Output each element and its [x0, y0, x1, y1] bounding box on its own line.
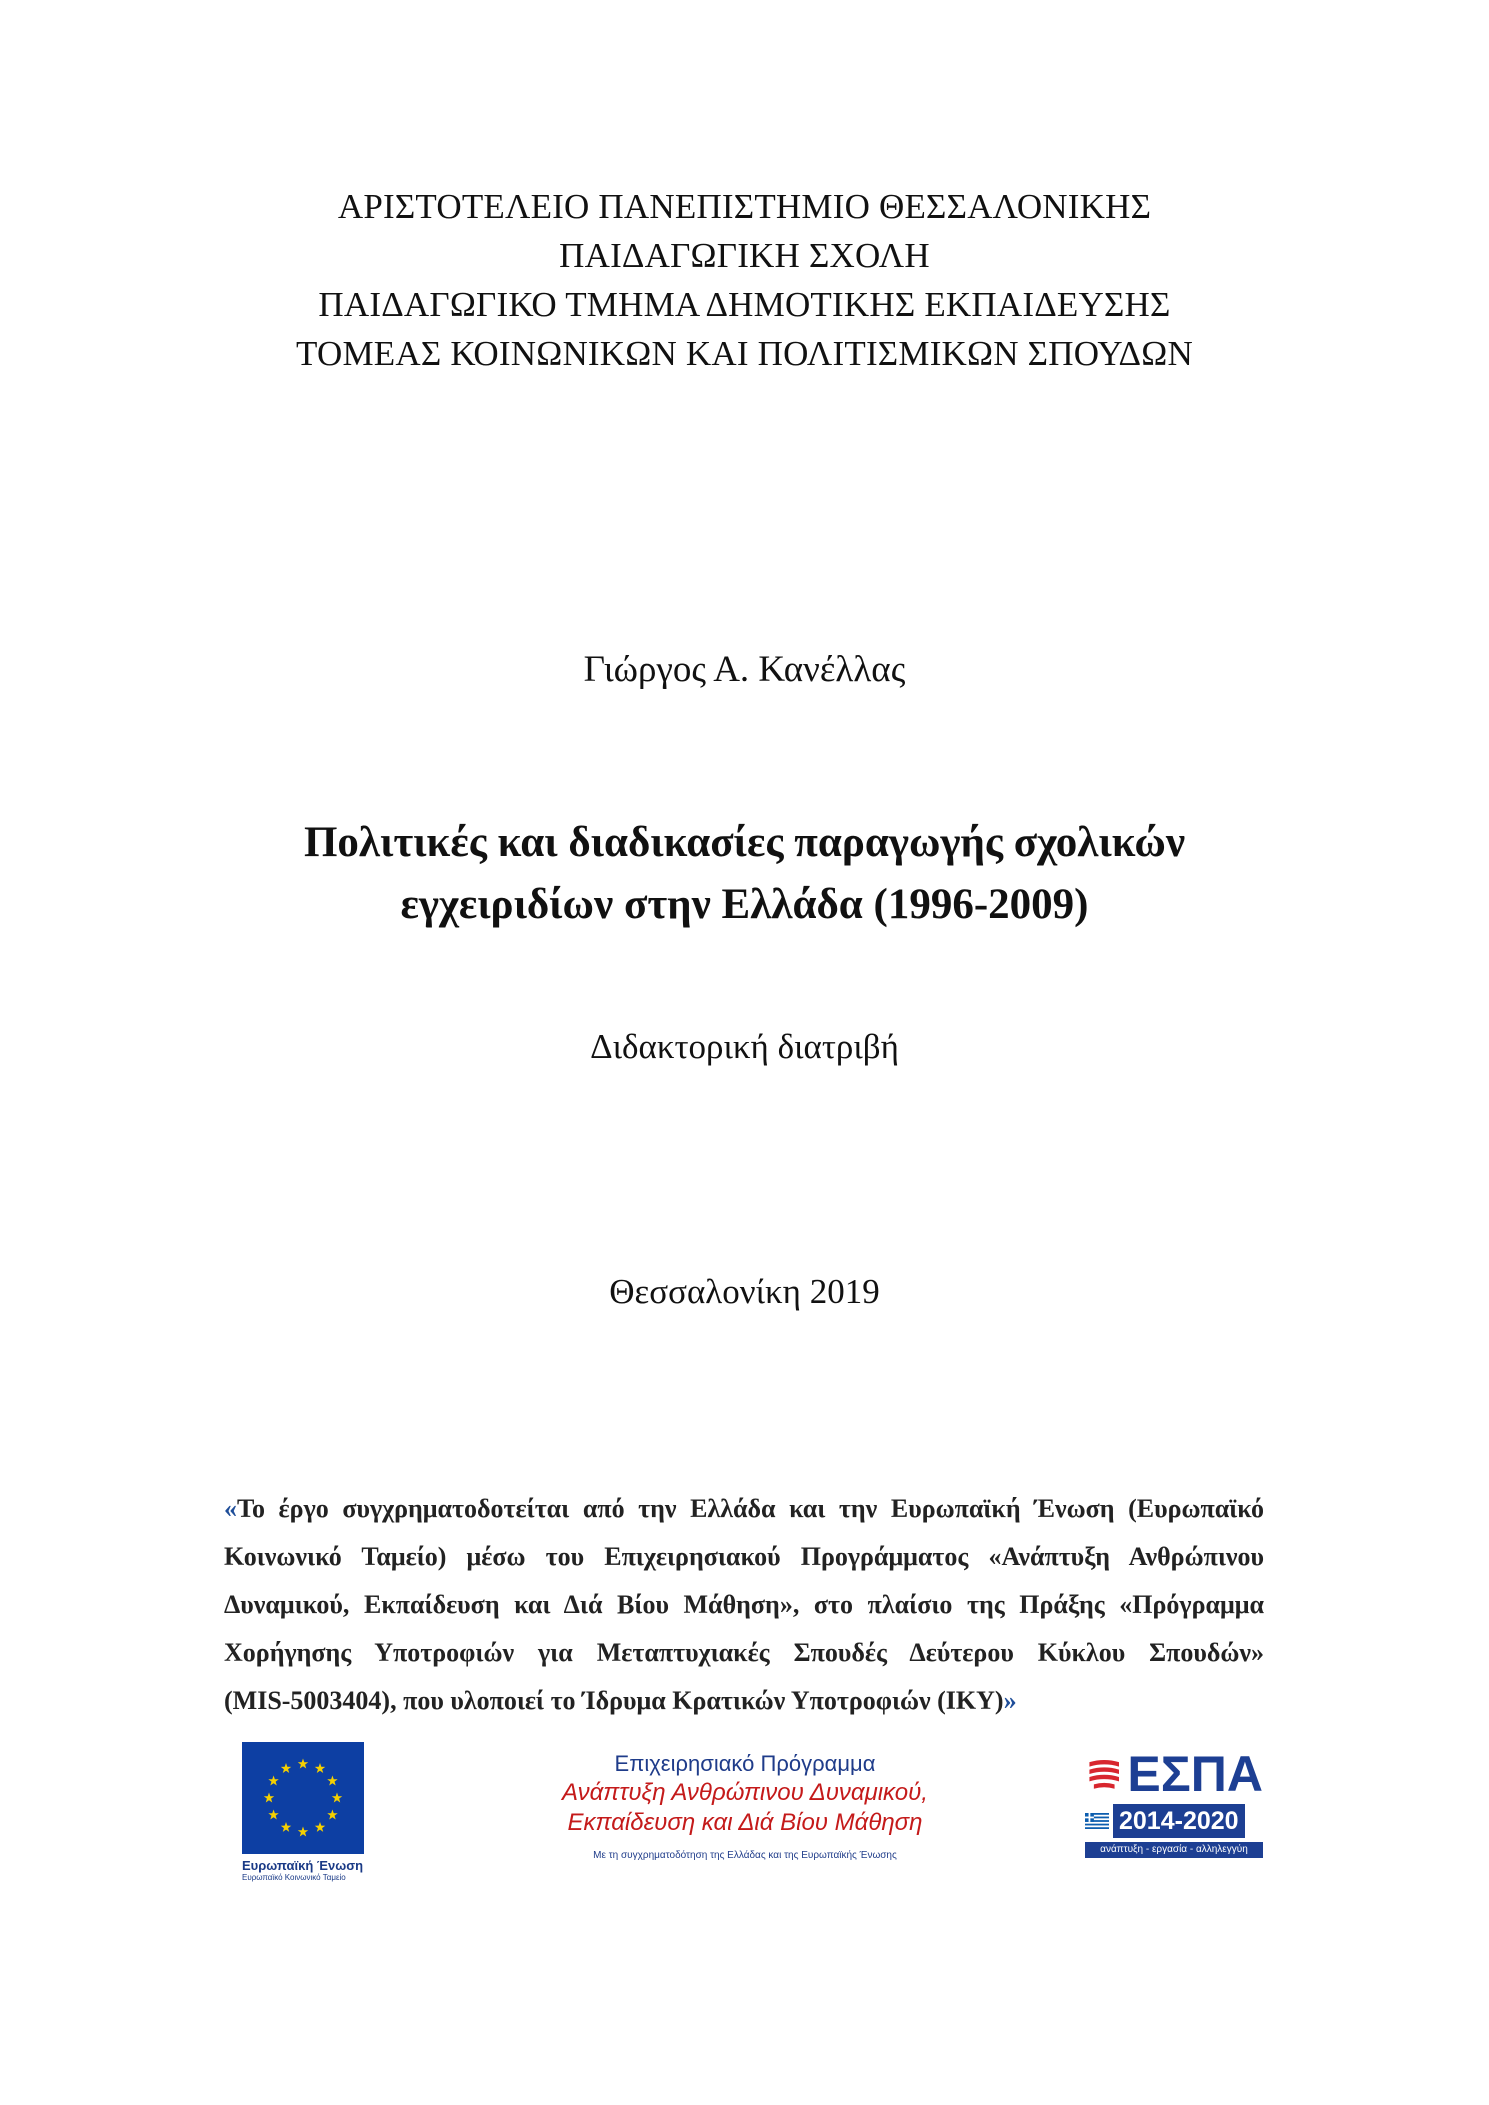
eu-star-icon [327, 1810, 337, 1820]
eu-stars-icon [242, 1742, 364, 1854]
funding-line: Κοινωνικό Ταμείο) μέσω του Επιχειρησιακού Προγράμματος «Ανάπτυξη Ανθρώπινου [224, 1542, 1264, 1571]
eu-logo [242, 1742, 367, 1882]
eu-star-icon [281, 1763, 291, 1773]
espa-word: ΕΣΠΑ [1127, 1746, 1263, 1802]
op-line: Εκπαίδευση και Διά Βίου Μάθηση [567, 1809, 923, 1836]
eu-star-icon [268, 1810, 278, 1820]
open-quote: « [224, 1494, 237, 1523]
eu-star-icon [327, 1776, 337, 1786]
espa-logo [1085, 1748, 1263, 1858]
school-name: ΠΑΙΔΑΓΩΓΙΚΗ ΣΧΟΛΗ [559, 236, 930, 275]
thesis-title [150, 812, 1339, 936]
place-year: Θεσσαλονίκη 2019 [609, 1272, 880, 1311]
university-name: ΑΡΙΣΤΟΤΕΛΕΙΟ ΠΑΝΕΠΙΣΤΗΜΙΟ ΘΕΣΣΑΛΟΝΙΚΗΣ [337, 187, 1152, 226]
eu-star-icon [281, 1822, 291, 1832]
op-heading: Επιχειρησιακό Πρόγραμμα [614, 1751, 876, 1776]
greek-flag-icon [1085, 1813, 1109, 1829]
eu-star-icon [298, 1759, 308, 1769]
op-line: Ανάπτυξη Ανθρώπινου Δυναμικού, [562, 1779, 928, 1806]
author-name: Γιώργος Α. Κανέλλας [583, 649, 906, 690]
funding-statement [224, 1485, 1264, 1725]
funding-line: Χορήγησης Υποτροφιών για Μεταπτυχιακές Σπουδές Δεύτερου Κύκλου Σπουδών» [224, 1638, 1264, 1667]
op-footer: Με τη συγχρηματοδότηση της Ελλάδας και της Ευρωπαϊκής Ένωσης [593, 1850, 897, 1861]
thesis-title-line: Πολιτικές και διαδικασίες παραγωγής σχολικών [303, 819, 1186, 866]
eu-star-icon [332, 1793, 342, 1803]
department-name: ΠΑΙΔΑΓΩΓΙΚΟ ΤΜΗΜΑ ΔΗΜΟΤΙΚΗΣ ΕΚΠΑΙΔΕΥΣΗΣ [318, 285, 1171, 324]
document-type: Διδακτορική διατριβή [590, 1027, 899, 1066]
eu-star-icon [264, 1793, 274, 1803]
espa-tagline: ανάπτυξη - εργασία - αλληλεγγύη [1085, 1842, 1263, 1858]
eu-star-icon [298, 1827, 308, 1837]
close-quote: » [1003, 1686, 1017, 1715]
thesis-title-line: εγχειριδίων στην Ελλάδα (1996-2009) [400, 881, 1089, 928]
funding-line: «Το έργο συγχρηματοδοτείται από την Ελλάδα και την Ευρωπαϊκή Ένωση (Ευρωπαϊκό [224, 1494, 1264, 1523]
sector-name: ΤΟΜΕΑΣ ΚΟΙΝΩΝΙΚΩΝ ΚΑΙ ΠΟΛΙΤΙΣΜΙΚΩΝ ΣΠΟΥΔΩΝ [296, 334, 1193, 373]
espa-swoosh-icon [1085, 1748, 1123, 1800]
eu-star-icon [268, 1776, 278, 1786]
eu-subtitle: Ευρωπαϊκό Κοινωνικό Ταμείο [242, 1873, 346, 1882]
espa-years: 2014-2020 [1113, 1804, 1245, 1838]
operational-programme-logo [540, 1750, 950, 1861]
eu-flag-icon [242, 1742, 364, 1854]
eu-name: Ευρωπαϊκή Ένωση [242, 1858, 364, 1873]
institution-header [0, 182, 1489, 378]
eu-star-icon [315, 1763, 325, 1773]
funding-line: (MIS-5003404), που υλοποιεί το Ίδρυμα Κρατικών Υποτροφιών (ΙΚΥ)» [224, 1686, 1017, 1715]
funding-line: Δυναμικού, Εκπαίδευση και Διά Βίου Μάθηση», στο πλαίσιο της Πράξης «Πρόγραμμα [224, 1590, 1264, 1619]
eu-star-icon [315, 1822, 325, 1832]
